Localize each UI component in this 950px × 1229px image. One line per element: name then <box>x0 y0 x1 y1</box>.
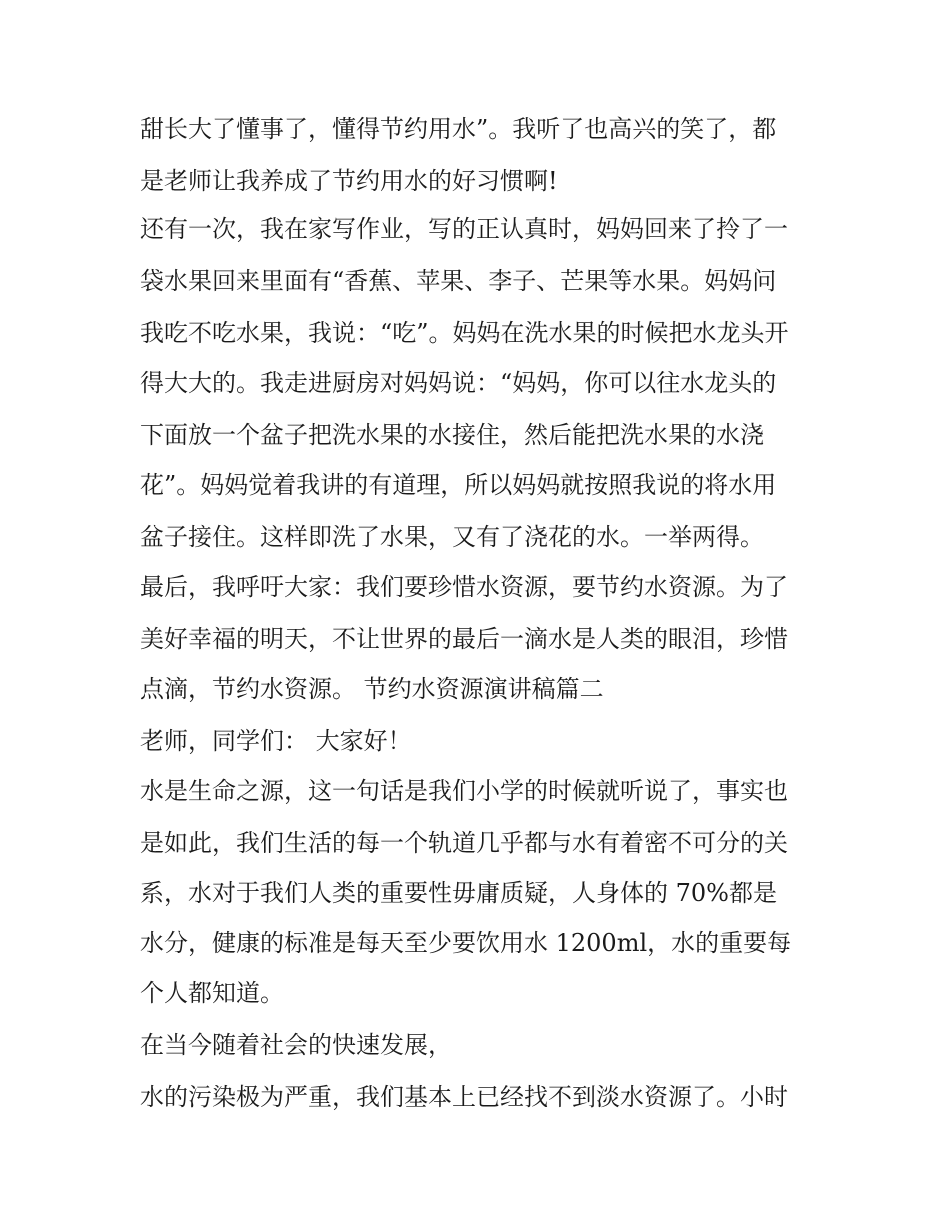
text-line: 下面放一个盆子把洗水果的水接住，然后能把洗水果的水浇 <box>140 421 764 449</box>
text-line: 老师，同学们： 大家好！ <box>140 727 412 755</box>
text-line: 是如此，我们生活的每一个轨道几乎都与水有着密不可分的关 <box>140 829 788 857</box>
text-line: 在当今随着社会的快速发展， <box>140 1031 452 1059</box>
text-line: 甜长大了懂事了，懂得节约用水”。我听了也高兴的笑了，都 <box>140 115 777 143</box>
text-line: 点滴，节约水资源。 节约水资源演讲稿篇二 <box>140 675 604 703</box>
text-line: 是老师让我养成了节约用水的好习惯啊! <box>140 167 558 195</box>
text-line: 得大大的。我走进厨房对妈妈说：“妈妈，你可以往水龙头的 <box>140 369 777 397</box>
text-line: 水的污染极为严重，我们基本上已经找不到淡水资源了。小时 <box>140 1083 788 1111</box>
text-line: 最后，我呼吁大家：我们要珍惜水资源，要节约水资源。为了 <box>140 573 788 601</box>
text-line: 水分，健康的标准是每天至少要饮用水 1200ml，水的重要每 <box>140 929 792 957</box>
text-line: 系，水对于我们人类的重要性毋庸质疑，人身体的 70%都是 <box>140 879 777 907</box>
text-line: 个人都知道。 <box>140 979 284 1007</box>
text-line: 还有一次，我在家写作业，写的正认真时，妈妈回来了拎了一 <box>140 215 788 243</box>
text-line: 美好幸福的明天，不让世界的最后一滴水是人类的眼泪，珍惜 <box>140 625 788 653</box>
text-line: 水是生命之源，这一句话是我们小学的时候就听说了，事实也 <box>140 777 788 805</box>
text-line: 花”。妈妈觉着我讲的有道理，所以妈妈就按照我说的将水用 <box>140 471 777 499</box>
text-line: 袋水果回来里面有“香蕉、苹果、李子、芒果等水果。妈妈问 <box>140 267 777 295</box>
text-line: 我吃不吃水果，我说：“吃”。妈妈在洗水果的时候把水龙头开 <box>140 319 789 347</box>
text-line: 盆子接住。这样即洗了水果，又有了浇花的水。一举两得。 <box>140 523 764 551</box>
